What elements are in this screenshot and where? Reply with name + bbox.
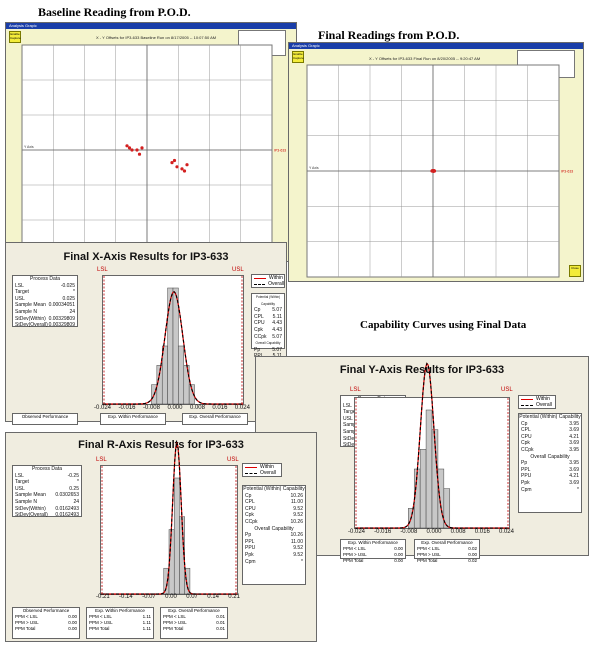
- row-value: 0.0162493: [55, 505, 79, 512]
- plot-title: X - Y Offsets for IP3-633 Final Run on 8/20/2005 -- 9:20:47 AM: [369, 56, 481, 61]
- row-label: Pp: [254, 346, 261, 353]
- legend-within: Within: [519, 396, 555, 402]
- usl-label: USL: [227, 457, 239, 463]
- data-row: [13, 316, 77, 323]
- row-label: StDev(Within): [343, 435, 374, 442]
- row-label: PPM > USL: [417, 552, 441, 557]
- row-value: 9.52: [293, 505, 303, 512]
- row-value: 5.07: [272, 307, 282, 314]
- row-label: StDev(Within): [15, 505, 46, 512]
- row-label: Target: [343, 409, 357, 416]
- data-point: [130, 148, 133, 151]
- row-value: 4.21: [569, 433, 579, 440]
- tick-label: 0.00: [165, 594, 177, 600]
- row-label: CPL: [521, 427, 531, 434]
- histogram-bar: [174, 478, 179, 594]
- lsl-label: LSL: [97, 267, 108, 273]
- row-label: Cp: [245, 492, 252, 499]
- data-row: [519, 480, 581, 487]
- row-value: 0.00: [468, 552, 477, 557]
- row-value: 0.025: [390, 415, 403, 422]
- row-label: StDev(Overall): [15, 512, 48, 519]
- baseline-scatter-window: [5, 22, 297, 262]
- potential-capability-header: Potential (Within) Capability: [519, 414, 581, 420]
- row-label: CPL: [254, 313, 264, 320]
- data-row: [13, 492, 81, 499]
- data-row: [243, 493, 305, 500]
- row-value: 9.52: [293, 545, 303, 552]
- row-label: USL: [343, 415, 353, 422]
- row-value: 10.26: [290, 532, 303, 539]
- tick-label: -0.024: [94, 405, 112, 411]
- process-data-box: [12, 275, 78, 327]
- legend-overall: Overall: [519, 402, 555, 408]
- row-value: 4.43: [272, 326, 282, 333]
- data-row: [519, 460, 581, 467]
- row-value: 1.11: [142, 626, 151, 631]
- row-value: *: [301, 558, 303, 565]
- row-value: -0.25: [67, 472, 79, 479]
- overall-curve: [101, 442, 237, 594]
- potential-capability-box: [242, 485, 306, 585]
- row-value: 11.00: [290, 538, 303, 545]
- process-data-header: Process Data: [29, 276, 60, 282]
- plot-title: X - Y Offsets for IP3-633 Baseline Run on 8/17/2005 -- 10:07:50 AM: [96, 35, 217, 40]
- row-value: 24: [69, 308, 75, 315]
- row-label: PPM Total: [343, 558, 364, 563]
- row-value: 5.07: [272, 346, 282, 353]
- row-label: StDev(Within): [15, 315, 46, 322]
- r-axis-ticks: [96, 594, 240, 600]
- chart-legend: [251, 274, 285, 288]
- baseline-scatter-plot: [22, 45, 287, 255]
- row-label: PPM < LSL: [163, 614, 186, 619]
- row-label: PPM > USL: [15, 620, 39, 625]
- row-value: 24: [73, 498, 79, 505]
- row-label: Sample N: [343, 428, 365, 435]
- y-axis-label: Y Axis: [309, 166, 319, 170]
- data-row: [87, 626, 153, 632]
- row-value: 0.0022872: [379, 435, 403, 442]
- data-row: [243, 506, 305, 513]
- data-row: [243, 519, 305, 526]
- lsl-label: LSL: [96, 457, 107, 463]
- row-label: PPM Total: [15, 626, 36, 631]
- row-value: -0.025: [60, 282, 75, 289]
- data-row: [243, 532, 305, 539]
- row-label: Cpk: [521, 440, 530, 447]
- x-axis-capability-window: [5, 242, 287, 422]
- tick-label: -0.008: [142, 405, 160, 411]
- chart-legend: [518, 395, 556, 409]
- data-row: [13, 302, 77, 309]
- row-label: Cp: [254, 307, 261, 314]
- y-axis-label: Y Axis: [24, 145, 34, 149]
- potential-capability-box: [518, 413, 582, 513]
- usl-label: USL: [232, 267, 244, 273]
- final-scatter-plot: [307, 65, 574, 277]
- enable-capture-button[interactable]: Enable Capture: [292, 51, 304, 63]
- capability-heading: Capability Curves using Final Data: [360, 319, 527, 331]
- window-titlebar: Analysis Grapic: [6, 23, 296, 29]
- data-row: [243, 499, 305, 506]
- tick-label: -0.07: [142, 594, 156, 600]
- exp-within-performance-header: Exp. Within Performance: [95, 608, 145, 613]
- data-row: [415, 558, 479, 564]
- row-value: 5.07: [272, 333, 282, 340]
- row-label: USL: [15, 295, 25, 302]
- tick-label: -0.008: [400, 529, 418, 535]
- x-axis-title: Final X-Axis Results for IP3-633: [63, 251, 229, 263]
- legend-within: Within: [252, 275, 284, 281]
- data-row: [519, 447, 581, 454]
- process-data-box: [12, 465, 82, 517]
- tick-label: 0.024: [498, 529, 514, 535]
- data-point: [138, 153, 141, 156]
- chart-legend: [242, 463, 282, 477]
- row-value: 0.02: [468, 558, 477, 563]
- row-label: CCpk: [245, 518, 258, 525]
- row-value: 0.00: [68, 620, 77, 625]
- row-value: 0.00: [394, 546, 403, 551]
- row-value: 9.52: [293, 551, 303, 558]
- row-label: PPM Total: [89, 626, 110, 631]
- row-value: 0.00: [394, 552, 403, 557]
- row-label: Cpm: [245, 558, 256, 565]
- potential-capability-box: [251, 293, 285, 353]
- row-value: 0.25: [69, 485, 79, 492]
- row-value: 4.21: [569, 473, 579, 480]
- exp-within-performance-box: [86, 607, 154, 639]
- row-label: Pp: [245, 532, 252, 539]
- r-axis-histogram: [100, 465, 238, 595]
- row-label: StDev(Overall): [15, 322, 48, 329]
- row-label: PPM < LSL: [15, 614, 38, 619]
- data-row: [13, 626, 79, 632]
- tick-label: -0.14: [119, 594, 133, 600]
- y-axis-title: Final Y-Axis Results for IP3-633: [339, 364, 505, 376]
- series-label: IP3-633: [561, 169, 574, 174]
- row-label: PPL: [245, 538, 255, 545]
- data-point: [125, 144, 128, 147]
- row-label: Target: [15, 479, 29, 486]
- data-point: [173, 159, 176, 162]
- data-row: [13, 296, 77, 303]
- data-row: [519, 427, 581, 434]
- window-titlebar: Analysis Grapic: [289, 43, 583, 49]
- row-value: 24: [397, 428, 403, 435]
- tick-label: 0.008: [189, 405, 205, 411]
- data-point: [175, 165, 178, 168]
- row-value: *: [77, 479, 79, 486]
- row-value: *: [577, 486, 579, 493]
- data-row: [252, 334, 284, 341]
- y-axis-ticks: [348, 529, 514, 535]
- row-label: USL: [15, 485, 25, 492]
- tick-label: 0.000: [167, 405, 183, 411]
- exp-overall-performance-box: [414, 539, 480, 563]
- row-value: 0.00: [68, 626, 77, 631]
- row-label: CPU: [254, 320, 265, 327]
- legend-overall: Overall: [243, 470, 281, 476]
- exp-overall-performance-header: Exp. Overall Performance: [168, 608, 220, 613]
- row-value: 3.95: [569, 460, 579, 467]
- tick-label: -0.21: [96, 594, 110, 600]
- tick-label: -0.016: [374, 529, 392, 535]
- row-value: 10.26: [290, 518, 303, 525]
- row-label: Cpm: [521, 486, 532, 493]
- data-row: [13, 473, 81, 480]
- row-label: Sample N: [15, 498, 37, 505]
- row-label: Target: [15, 289, 29, 296]
- data-row: [13, 486, 81, 493]
- final-heading: Final Readings from P.O.D.: [318, 28, 460, 42]
- row-label: StDev(Overall): [343, 442, 376, 449]
- process-data-header: Process Data: [31, 466, 62, 472]
- data-row: [252, 320, 284, 327]
- row-value: *: [401, 409, 403, 416]
- row-value: -0.025: [388, 402, 403, 409]
- legend-overall: Overall: [252, 281, 284, 287]
- tick-label: -0.024: [348, 529, 366, 535]
- data-row: [519, 473, 581, 480]
- row-value: 3.95: [569, 446, 579, 453]
- exp-within-performance-box: [340, 539, 406, 563]
- data-point: [128, 146, 131, 149]
- data-row: [519, 421, 581, 428]
- histogram-bar: [426, 410, 432, 528]
- row-label: PPM > USL: [343, 552, 367, 557]
- tick-label: 0.024: [234, 405, 250, 411]
- data-row: [243, 545, 305, 552]
- row-value: *: [73, 289, 75, 296]
- row-value: 3.69: [569, 479, 579, 486]
- exp-overall-performance-header: Exp. Overall Performance: [421, 540, 473, 545]
- data-point: [135, 148, 138, 151]
- data-row: [13, 499, 81, 506]
- row-value: 10.26: [290, 492, 303, 499]
- row-value: -0.00163724: [374, 422, 403, 429]
- histogram-bar: [178, 346, 183, 404]
- observed-performance-box: [12, 607, 80, 639]
- row-label: LSL: [15, 472, 24, 479]
- row-label: PPM < LSL: [417, 546, 440, 551]
- histogram-bar: [168, 288, 173, 404]
- row-value: 3.69: [569, 440, 579, 447]
- data-row: [243, 552, 305, 559]
- row-value: 0.00329809: [48, 322, 75, 329]
- data-row: [519, 440, 581, 447]
- data-point: [180, 167, 183, 170]
- data-row: [252, 347, 284, 354]
- row-label: CPU: [521, 433, 532, 440]
- row-value: 4.43: [272, 320, 282, 327]
- x-axis-histogram: [102, 275, 244, 405]
- row-value: 3.69: [569, 427, 579, 434]
- row-value: 1.11: [142, 614, 151, 619]
- tick-label: 0.14: [207, 594, 219, 600]
- data-row: [13, 322, 77, 329]
- row-value: 0.00: [394, 558, 403, 563]
- row-label: Ppk: [521, 479, 530, 486]
- data-row: [13, 309, 77, 316]
- enable-capture-button[interactable]: Enable Capture: [9, 31, 21, 43]
- row-value: 0.0022872: [379, 442, 403, 449]
- data-row: [519, 467, 581, 474]
- row-label: PPU: [245, 545, 256, 552]
- tick-label: 0.07: [186, 594, 198, 600]
- data-row: [252, 314, 284, 321]
- row-label: PPL: [521, 466, 531, 473]
- data-row: [519, 487, 581, 494]
- data-point: [140, 146, 143, 149]
- usl-label: USL: [501, 387, 513, 393]
- tick-label: -0.016: [118, 405, 136, 411]
- row-value: 9.52: [293, 512, 303, 519]
- row-label: Cp: [521, 420, 528, 427]
- row-value: 0.01: [216, 614, 225, 619]
- row-value: 0.00329809: [48, 315, 75, 322]
- row-label: Sample N: [15, 308, 37, 315]
- y-axis-histogram: [354, 397, 510, 529]
- row-label: Cpk: [245, 512, 254, 519]
- row-value: 0.0302653: [55, 492, 79, 499]
- data-point: [170, 161, 173, 164]
- x-axis-ticks: [94, 405, 250, 411]
- data-row: [341, 558, 405, 564]
- row-label: PPM < LSL: [89, 614, 112, 619]
- exp-within-performance-header: Exp. Within Performance: [348, 540, 398, 545]
- row-value: 0.0162493: [55, 512, 79, 519]
- tick-label: 0.016: [212, 405, 228, 411]
- row-label: PPM Total: [417, 558, 438, 563]
- exp-within-performance-header: Exp. Within Performance: [108, 414, 158, 419]
- data-point: [185, 163, 188, 166]
- histogram-bar: [420, 449, 426, 528]
- data-row: [243, 512, 305, 519]
- row-label: Sample Mean: [15, 492, 46, 499]
- row-label: CCpk: [254, 333, 267, 340]
- row-label: Ppk: [245, 551, 254, 558]
- data-row: [13, 512, 81, 519]
- row-value: 1.11: [142, 620, 151, 625]
- data-row: [161, 626, 227, 632]
- row-label: Sample Mean: [15, 302, 46, 309]
- row-value: 0.025: [62, 295, 75, 302]
- row-label: PPM Total: [163, 626, 184, 631]
- tick-label: 0.016: [474, 529, 490, 535]
- data-point: [433, 169, 436, 172]
- data-row: [13, 506, 81, 513]
- row-label: Pp: [521, 460, 528, 467]
- legend-within: Within: [243, 464, 281, 470]
- potential-capability-header: Potential (Within) Capability: [255, 295, 281, 306]
- row-label: LSL: [343, 402, 352, 409]
- exp-within-performance-box: [100, 413, 166, 425]
- row-value: 0.02: [468, 546, 477, 551]
- row-label: CCpk: [521, 446, 534, 453]
- row-label: PPM > USL: [89, 620, 113, 625]
- close-button[interactable]: Close: [569, 265, 581, 277]
- row-value: 0.00: [68, 614, 77, 619]
- data-row: [519, 434, 581, 441]
- overall-capability-header: Overall Capability: [530, 453, 570, 460]
- row-value: 3.69: [569, 466, 579, 473]
- data-row: [13, 289, 77, 296]
- row-value: 5.11: [272, 313, 282, 320]
- data-row: [243, 559, 305, 566]
- final-scatter-window: [288, 42, 584, 282]
- overall-capability-header: Overall Capability: [255, 341, 281, 346]
- r-axis-capability-window: [5, 432, 317, 642]
- lsl-label: LSL: [350, 387, 361, 393]
- overall-capability-header: Overall Capability: [254, 525, 294, 532]
- row-label: LSL: [15, 282, 24, 289]
- data-point: [183, 169, 186, 172]
- row-value: 11.00: [290, 499, 303, 506]
- row-value: 0.01: [216, 620, 225, 625]
- row-label: CPU: [245, 505, 256, 512]
- row-label: Cpk: [254, 326, 263, 333]
- data-row: [13, 283, 77, 290]
- row-label: PPM < LSL: [343, 546, 366, 551]
- data-row: [252, 327, 284, 334]
- exp-overall-performance-box: [160, 607, 228, 639]
- observed-performance-header: Observed Performance: [22, 608, 70, 613]
- row-label: Sample Mean: [343, 422, 374, 429]
- observed-performance-box: [12, 413, 78, 425]
- data-row: [243, 539, 305, 546]
- row-label: CPL: [245, 499, 255, 506]
- row-value: 0.00034051: [48, 302, 75, 309]
- histogram-bar: [173, 288, 178, 404]
- baseline-heading: Baseline Reading from P.O.D.: [38, 5, 191, 19]
- data-row: [252, 307, 284, 314]
- process-data-header: Process Data: [357, 396, 388, 402]
- potential-capability-header: Potential (Within) Capability: [243, 486, 305, 492]
- r-axis-title: Final R-Axis Results for IP3-633: [78, 439, 244, 451]
- observed-performance-header: Observed Performance: [21, 414, 69, 419]
- exp-overall-performance-box: [182, 413, 248, 425]
- tick-label: 0.21: [228, 594, 240, 600]
- series-label: IP3-633: [274, 148, 287, 153]
- tick-label: 0.008: [450, 529, 466, 535]
- row-value: 0.01: [216, 626, 225, 631]
- tick-label: 0.000: [426, 529, 442, 535]
- exp-overall-performance-header: Exp. Overall Performance: [189, 414, 241, 419]
- row-value: 3.95: [569, 420, 579, 427]
- row-label: PPM > USL: [163, 620, 187, 625]
- data-row: [13, 479, 81, 486]
- row-label: PPU: [521, 473, 532, 480]
